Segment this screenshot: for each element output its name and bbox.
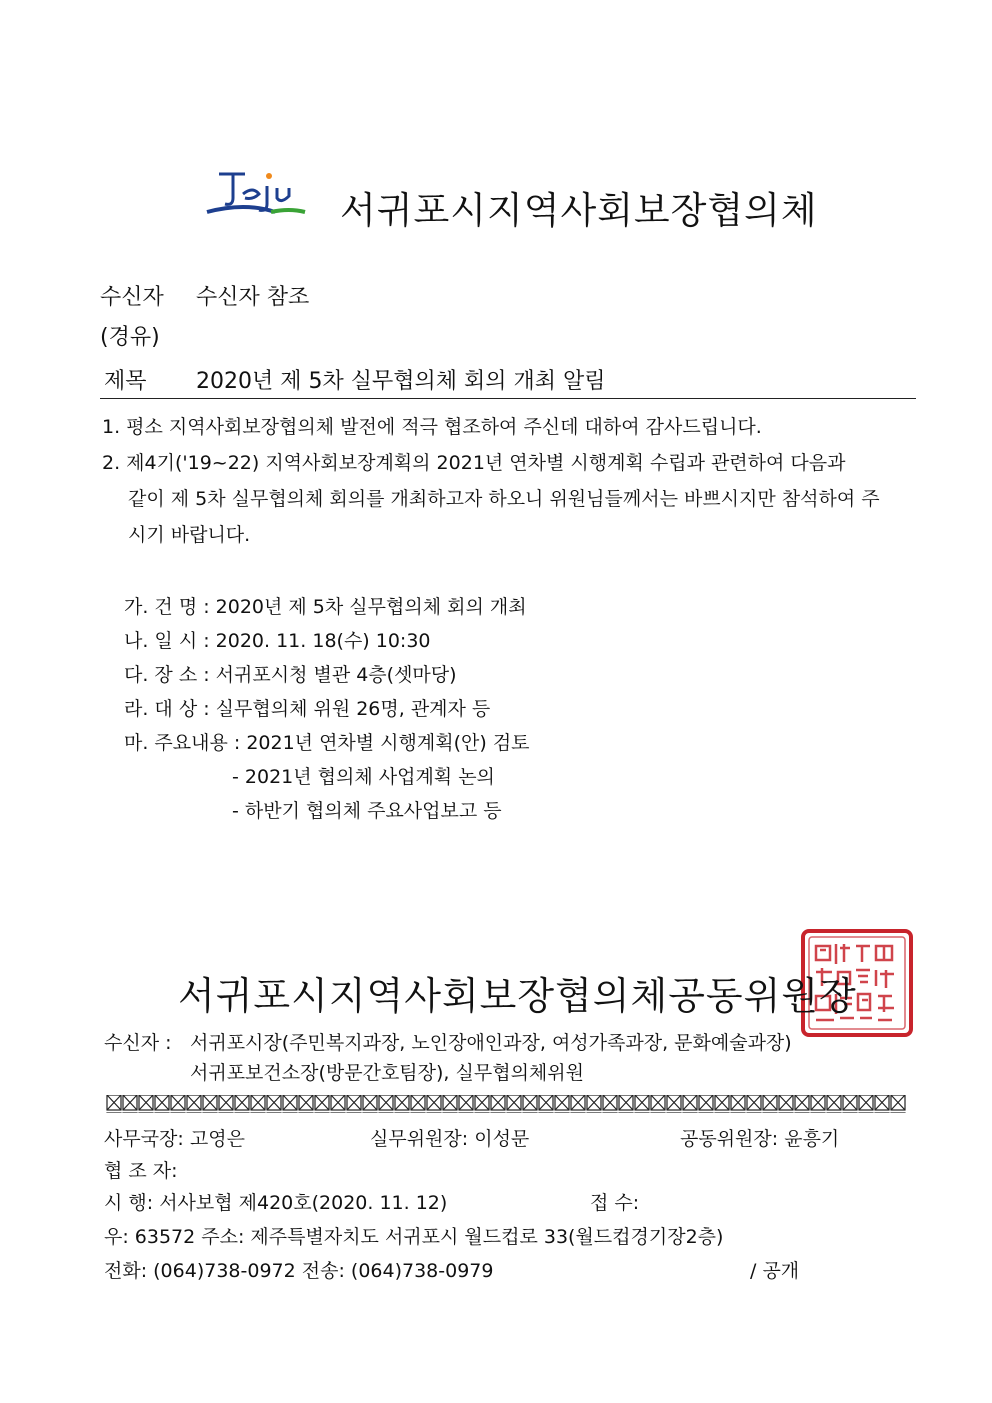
item-agenda: 마. 주요내용 : 2021년 연차별 시행계획(안) 검토 bbox=[124, 732, 530, 754]
item-datetime: 나. 일 시 : 2020. 11. 18(수) 10:30 bbox=[124, 630, 431, 652]
jeju-logo bbox=[205, 168, 309, 220]
item-title: 가. 건 명 : 2020년 제 5차 실무협의체 회의 개최 bbox=[124, 596, 527, 618]
recipient-label: 수신자 bbox=[100, 285, 164, 310]
cooperator: 협 조 자: bbox=[104, 1160, 178, 1182]
agenda-sub-1: - 2021년 협의체 사업계획 논의 bbox=[232, 766, 495, 788]
phone-fax: 전화: (064)738-0972 전송: (064)738-0979 bbox=[104, 1260, 494, 1282]
crosshatch-divider bbox=[106, 1094, 906, 1114]
paragraph-1: 1. 평소 지역사회보장협의체 발전에 적극 협조하여 주신데 대하여 감사드립니다. bbox=[102, 416, 762, 438]
paragraph-2-line-2: 같이 제 5차 실무협의체 회의를 개최하고자 하오니 위원님들께서는 바쁘시지만 참석하여 주 bbox=[128, 488, 880, 510]
footer-recipients-line-1: 서귀포시장(주민복지과장, 노인장애인과장, 여성가족과장, 문화예술과장) bbox=[190, 1032, 792, 1054]
paragraph-2-line-1: 2. 제4기('19~22) 지역사회보장계획의 2021년 연차별 시행계획 수립과 관련하여 다음과 bbox=[102, 452, 846, 474]
co-chair: 공동위원장: 윤흥기 bbox=[680, 1128, 840, 1150]
subject-value: 2020년 제 5차 실무협의체 회의 개최 알림 bbox=[196, 369, 606, 394]
working-committee-chair: 실무위원장: 이성문 bbox=[370, 1128, 530, 1150]
jeju-logo-icon bbox=[205, 168, 309, 220]
receipt: 접 수: bbox=[590, 1192, 640, 1214]
address: 우: 63572 주소: 제주특별자치도 서귀포시 월드컵로 33(월드컵경기장2층) bbox=[104, 1226, 724, 1248]
closing-sender: 서귀포시지역사회보장협의체공동위원장 bbox=[178, 974, 857, 1018]
recipient-value: 수신자 참조 bbox=[196, 285, 310, 310]
crosshatch-pattern-icon bbox=[106, 1094, 906, 1114]
via-label: (경유) bbox=[100, 325, 160, 350]
item-attendees: 라. 대 상 : 실무협의체 위원 26명, 관계자 등 bbox=[124, 698, 491, 720]
disclosure-status: / 공개 bbox=[750, 1260, 800, 1282]
organization-title: 서귀포시지역사회보장협의체 bbox=[340, 189, 818, 232]
secretary: 사무국장: 고영은 bbox=[104, 1128, 245, 1150]
item-location: 다. 장 소 : 서귀포시청 별관 4층(셋마당) bbox=[124, 664, 457, 686]
agenda-sub-2: - 하반기 협의체 주요사업보고 등 bbox=[232, 800, 502, 822]
footer-recipients-label: 수신자 : bbox=[104, 1032, 172, 1054]
paragraph-2-line-3: 시기 바랍니다. bbox=[128, 524, 251, 546]
header-divider bbox=[100, 398, 916, 399]
subject-label: 제목 bbox=[104, 369, 147, 394]
enforcement-number: 시 행: 서사보협 제420호(2020. 11. 12) bbox=[104, 1192, 448, 1214]
footer-recipients-line-2: 서귀포보건소장(방문간호팀장), 실무협의체위원 bbox=[190, 1062, 584, 1084]
